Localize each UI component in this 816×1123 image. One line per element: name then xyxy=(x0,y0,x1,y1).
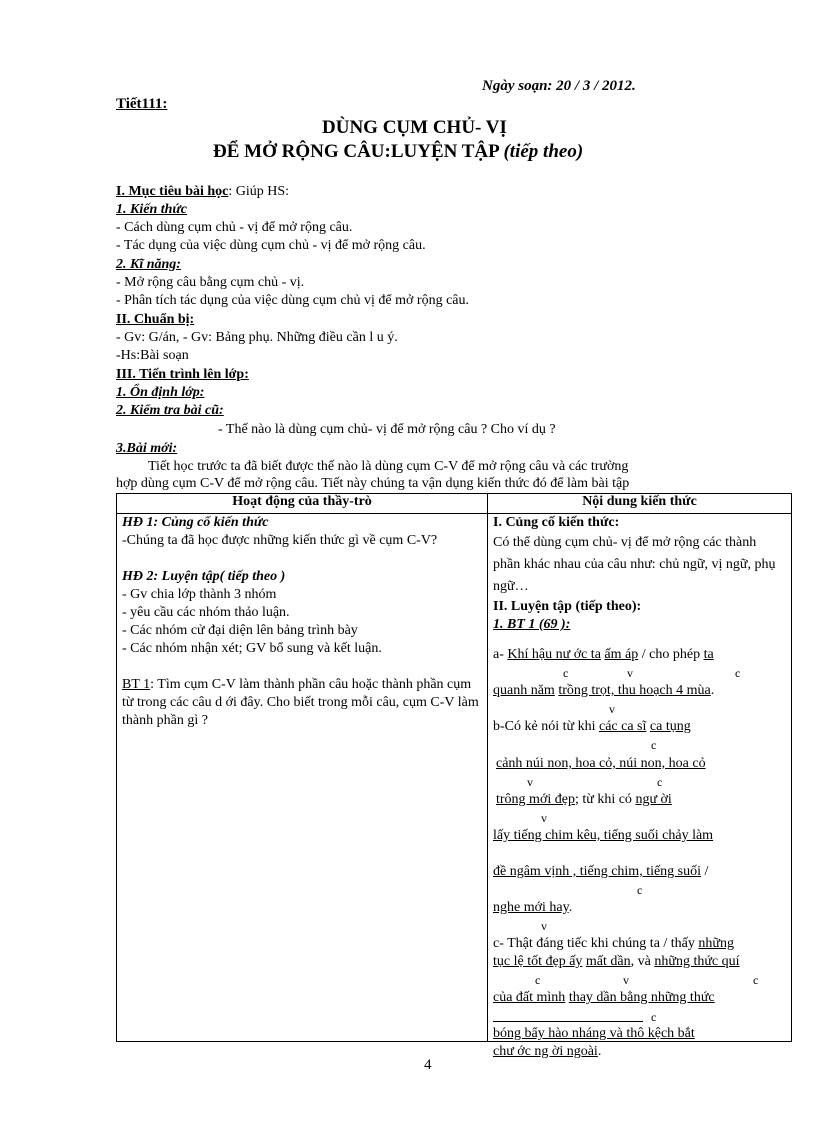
table-header-row xyxy=(117,494,792,514)
b-subject-1: các ca sĩ xyxy=(598,719,647,734)
date-label: Ngày soạn: 20 / 3 / 2012. xyxy=(482,78,636,94)
b-subject-3: ngư ời xyxy=(635,792,672,807)
procedure-heading: III. Tiến trình lên lớp: xyxy=(116,367,249,382)
lesson-table xyxy=(116,493,792,1059)
marker-c: c xyxy=(637,883,643,897)
sentence-c-line-1 xyxy=(493,935,734,953)
hd1-text: -Chúng ta đã học được những kiến thức gì về cụm C-V? xyxy=(122,533,438,548)
b-predicate-2: trông mới đẹp xyxy=(496,792,575,807)
marker-v: v xyxy=(609,702,615,716)
bt1-instruction xyxy=(122,676,482,730)
marker-c: c xyxy=(651,1010,657,1024)
step-2: 2. Kiểm tra bài cũ: xyxy=(116,403,224,418)
content-cell xyxy=(488,514,792,1059)
sentence-b-line-2: cảnh núi non, hoa cỏ, núi non, hoa cỏ xyxy=(496,756,706,771)
title-extension: (tiếp theo) xyxy=(503,141,584,162)
activities-cell xyxy=(117,514,488,1042)
preparation-item: -Hs:Bài soạn xyxy=(116,348,189,363)
marker-c: c xyxy=(657,775,663,789)
objectives-heading-label: I. Mục tiêu bài học xyxy=(116,184,229,199)
marker-v: v xyxy=(627,666,633,680)
review-question: - Thế nào là dùng cụm chủ- vị để mở rộng câu ? Cho ví dụ ? xyxy=(218,422,556,437)
marker-v: v xyxy=(527,775,533,789)
skills-item: - Phân tích tác dụng của việc dùng cụm chủ vị để mở rộng câu. xyxy=(116,293,470,308)
marker-c: c xyxy=(753,973,759,987)
knowledge-item: - Cách dùng cụm chủ - vị để mở rộng câu. xyxy=(116,220,353,235)
c-predicate-2: thay dần bằng những thức xyxy=(568,990,715,1005)
marker-c: c xyxy=(563,666,569,680)
a-prefix: a- xyxy=(493,647,508,662)
a-subject-2-cont: quanh năm xyxy=(493,683,555,698)
c-prefix: c- Thật đáng tiếc khi chúng ta / thấy xyxy=(493,936,699,951)
c-subject-1: những xyxy=(698,936,734,951)
c-subject-2-cont: của đất mình xyxy=(493,990,566,1005)
sentence-a-line-2 xyxy=(493,682,714,700)
c-predicate-3: chư ớc ng ời ngoài xyxy=(493,1044,598,1059)
objectives-heading-suffix: : Giúp HS: xyxy=(228,184,290,199)
c-subject-2: những thức quí xyxy=(654,954,740,969)
marker-v: v xyxy=(541,811,547,825)
sentence-c-line-6 xyxy=(493,1043,601,1061)
col-activities-header: Hoạt động của thầy-trò xyxy=(117,494,488,514)
b-slash: / xyxy=(701,864,709,879)
marker-c: c xyxy=(735,666,741,680)
c-end: . xyxy=(597,1044,602,1059)
sentence-c-line-5: bóng bẩy hào nháng và thô kệch bắt xyxy=(493,1026,695,1041)
sentence-c-line-3 xyxy=(493,989,715,1007)
s1-text: Có thể dùng cụm chủ- vị để mở rộng các thành phần khác nhau của câu như: chủ ngữ, vị ngữ, phụ ngữ… xyxy=(493,535,776,594)
marker-c: c xyxy=(535,973,541,987)
knowledge-heading: 1. Kiến thức xyxy=(116,202,188,217)
hd2-item: - yêu cầu các nhóm thảo luận. xyxy=(122,605,290,620)
sentence-b-line-1 xyxy=(493,718,691,736)
step-3: 3.Bài mới: xyxy=(116,441,178,456)
s2-title: II. Luyện tập (tiếp theo): xyxy=(493,599,642,614)
page-number: 4 xyxy=(424,1057,432,1073)
a-end: . xyxy=(710,683,715,698)
title-line-2 xyxy=(213,141,583,163)
sentence-a-line-1 xyxy=(493,646,714,664)
bt1-label: BT 1 xyxy=(122,677,151,692)
preparation-item: - Gv: G/án, - Gv: Bảng phụ. Những điều cần l u ý. xyxy=(116,330,398,345)
bt1-title: 1. BT 1 (69 ): xyxy=(493,617,571,632)
sentence-c-line-2 xyxy=(493,953,740,971)
a-subject-2: ta xyxy=(703,647,714,662)
title-main: ĐỂ MỞ RỘNG CÂU:LUYỆN TẬP xyxy=(213,141,504,162)
a-predicate-2: trồng trọt, thu hoạch 4 mùa xyxy=(558,683,711,698)
sentence-b-line-6 xyxy=(493,899,572,917)
bt1-text: : Tìm cụm C-V làm thành phần câu hoặc thành phần cụm từ trong các câu d ới đây. Cho biết trong mỗi câu, cụm C-V làm thành phần gì ? xyxy=(122,677,479,728)
knowledge-item: - Tác dụng của việc dùng cụm chủ - vị để mở rộng câu. xyxy=(116,238,426,253)
hd2-item: - Các nhóm cử đại diện lên bảng trình bày xyxy=(122,623,358,638)
marker-v: v xyxy=(623,973,629,987)
intro-line-2: hợp dùng cụm C-V để mở rộng câu. Tiết này chúng ta vận dụng kiến thức đó để làm bài tập xyxy=(116,476,630,491)
objectives-heading xyxy=(116,183,289,201)
preparation-heading: II. Chuẩn bị: xyxy=(116,312,195,327)
a-mid: / cho phép xyxy=(638,647,704,662)
c-predicate-1: mất dần xyxy=(585,954,631,969)
hd2-item: - Các nhóm nhận xét; GV bổ sung và kết luận. xyxy=(122,641,382,656)
a-subject-1: Khí hậu nư ớc ta xyxy=(507,647,601,662)
b-end: . xyxy=(568,900,573,915)
lesson-number: Tiết111: xyxy=(116,96,168,112)
table-row xyxy=(117,514,792,1042)
c-subject-1-cont: tục lệ tốt đẹp ấy xyxy=(493,954,583,969)
a-predicate-1: ấm áp xyxy=(604,647,639,662)
sentence-b-line-5 xyxy=(493,863,708,881)
sentence-b-line-4: lấy tiếng chim kêu, tiếng suối chảy làm xyxy=(493,828,714,843)
hd2-item: - Gv chia lớp thành 3 nhóm xyxy=(122,587,277,602)
step-1: 1. Ổn định lớp: xyxy=(116,385,205,400)
sentence-b-line-3 xyxy=(496,791,672,809)
marker-c: c xyxy=(651,738,657,752)
b-prefix: b-Có kẻ nói từ khi xyxy=(493,719,599,734)
hd1-title: HĐ 1: Củng cố kiến thức xyxy=(122,515,269,530)
c-connector: , và xyxy=(630,954,655,969)
b-predicate-1: ca tụng xyxy=(649,719,691,734)
b-predicate-4: nghe mới hay xyxy=(493,900,569,915)
skills-item: - Mở rộng câu bằng cụm chủ - vị. xyxy=(116,275,305,290)
b-connector: ; từ khi có xyxy=(574,792,636,807)
intro-line-1: Tiết học trước ta đã biết được thế nào là dùng cụm C-V để mở rộng câu và các trường xyxy=(148,459,629,474)
b-predicate-3: đề ngâm vịnh , tiếng chim, tiếng suối xyxy=(493,864,702,879)
title-line-1: DÙNG CỤM CHỦ- VỊ xyxy=(322,117,507,138)
hd2-title: HĐ 2: Luyện tập( tiếp theo ) xyxy=(122,569,286,584)
skills-heading: 2. Kĩ năng: xyxy=(116,257,181,272)
marker-v: v xyxy=(541,919,547,933)
col-content-header: Nội dung kiến thức xyxy=(488,494,792,514)
s1-title: I. Củng cố kiến thức: xyxy=(493,515,620,530)
